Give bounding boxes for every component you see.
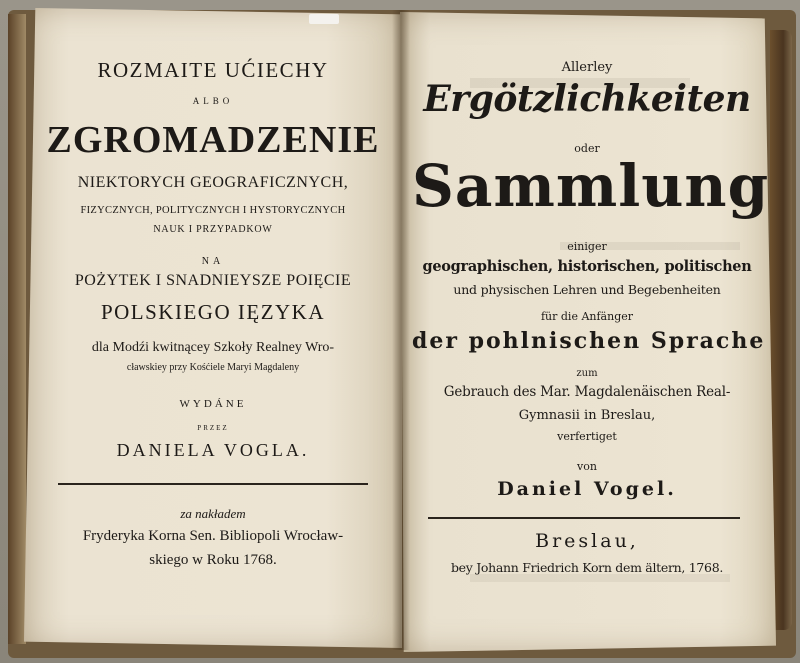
- right-subjects-line1: geographischen, historischen, politischen: [422, 258, 752, 275]
- right-title-big: Sammlung: [412, 152, 770, 220]
- left-publisher-note: za nakładem: [180, 506, 246, 521]
- left-publisher-line1: Fryderyka Korna Sen. Bibliopoli Wrocław-: [82, 528, 344, 544]
- left-title-line1: ROZMAITE UĆIECHY: [97, 58, 329, 82]
- right-language-line: der pohlnischen Sprache: [412, 328, 766, 354]
- left-school-line2: cławskiey przy Kośćiele Maryi Magdaleny: [126, 362, 300, 373]
- right-author: Daniel Vogel.: [497, 478, 677, 500]
- right-fuer: für die Anfänger: [540, 310, 634, 323]
- right-von: von: [577, 460, 597, 473]
- left-purpose-line: POŻYTEK I SNADNIEYSZE POIĘCIE: [74, 272, 352, 289]
- left-wydane: WYDÁNE: [179, 398, 247, 410]
- left-publisher-line2: skiego w Roku 1768.: [149, 552, 277, 568]
- left-albo: ALBO: [192, 96, 234, 106]
- right-subjects-line2: und physischen Lehren und Begebenheiten: [453, 282, 721, 297]
- right-divider-rule: [428, 517, 740, 519]
- right-zum: zum: [576, 368, 598, 379]
- right-use-line2: Gymnasii in Breslau,: [518, 408, 656, 423]
- right-use-line1: Gebrauch des Mar. Magdalenäischen Real-: [443, 384, 731, 400]
- right-einiger: einiger: [567, 240, 607, 253]
- right-verfertiget: verfertiget: [557, 430, 617, 443]
- left-subtitle-line2: FIZYCZNYCH, POLITYCZNYCH I HYSTORYCZNYCH: [80, 205, 346, 216]
- page-block-edge-left: [8, 14, 26, 644]
- left-title-main: ZGROMADZENIE: [46, 119, 380, 161]
- left-divider-rule: [58, 483, 368, 485]
- left-language-line: POLSKIEGO IĘZYKA: [100, 300, 326, 324]
- right-printer-line: bey Johann Friedrich Korn dem ältern, 1768.: [450, 560, 724, 575]
- right-title-main: Ergötzlichkeiten: [423, 78, 751, 120]
- left-subtitle-line3: NAUK I PRZYPADKOW: [153, 224, 273, 235]
- left-subtitle-line1: NIEKTORYCH GEOGRAFICZNYCH,: [77, 174, 349, 191]
- left-przez: PRZEZ: [197, 424, 229, 432]
- right-allerley: Allerley: [561, 60, 613, 75]
- left-author: DANIELA VOGLA.: [116, 440, 310, 460]
- paper-tag: [309, 14, 339, 24]
- left-school-line1: dla Modźi kwitnącey Szkoły Realney Wro-: [91, 340, 335, 355]
- right-city: Breslau,: [535, 530, 639, 552]
- right-oder: oder: [574, 142, 600, 155]
- left-na: NA: [201, 256, 225, 267]
